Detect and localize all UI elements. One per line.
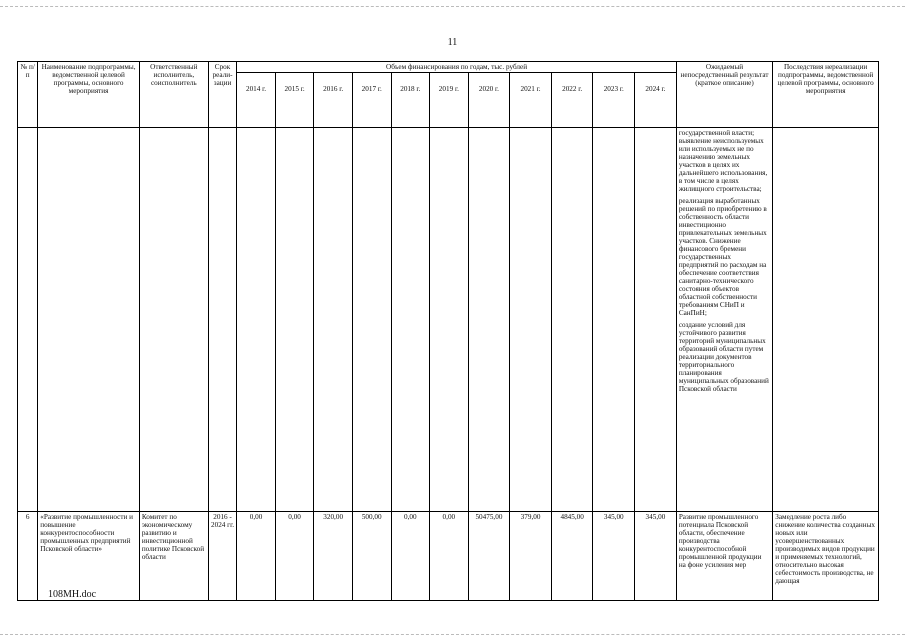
cell-empty	[551, 128, 593, 512]
header-executor: Ответственный исполнитель, соисполнитель	[139, 62, 208, 128]
result-paragraph: государственной власти; выявление неиспользуемых или используемых не по назначению земельных участков в целях их дальнейшего использования, в том числе в целях жилищного строительства;	[678, 129, 768, 193]
cell-amount: 345,00	[635, 512, 677, 601]
cell-amount: 320,00	[314, 512, 353, 601]
header-year: 2016 г.	[314, 73, 353, 128]
cell-empty	[391, 128, 430, 512]
cell-amount: 379,00	[510, 512, 552, 601]
cell-empty	[430, 128, 469, 512]
cell-empty	[38, 128, 140, 512]
cell-empty	[314, 128, 353, 512]
header-year: 2020 г.	[468, 73, 510, 128]
header-row	[18, 62, 879, 73]
cell-amount: 0,00	[275, 512, 314, 601]
scan-edge-bottom	[0, 634, 905, 635]
header-term: Срок реали-зации	[208, 62, 236, 128]
cell-empty	[208, 128, 236, 512]
header-consequences: Последствия нереализации подпрограммы, ведомственной целевой программы, основного мероприятия	[773, 62, 879, 128]
cell-empty	[18, 128, 38, 512]
cell-empty	[510, 128, 552, 512]
cell-amount: 4845,00	[551, 512, 593, 601]
page-number: 11	[447, 37, 458, 48]
header-year: 2018 г.	[391, 73, 430, 128]
cell-result	[676, 128, 772, 512]
header-year: 2021 г.	[510, 73, 552, 128]
header-year: 2024 г.	[635, 73, 677, 128]
header-funding: Объем финансирования по годам, тыс. рублей	[237, 62, 677, 73]
cell-consequences: Замедление роста либо снижение количества созданных новых или усовершенствованных производимых видов продукции и применяемых технологий, относительно высокая себестоимость производства, не дающая	[773, 512, 879, 601]
cell-empty	[237, 128, 276, 512]
header-result: Ожидаемый непосредственный результат (краткое описание)	[676, 62, 772, 128]
header-year: 2022 г.	[551, 73, 593, 128]
cell-num: 6	[18, 512, 38, 601]
footer-filename: 108МН.doc	[48, 589, 97, 600]
cell-amount: 500,00	[352, 512, 391, 601]
cell-amount: 0,00	[237, 512, 276, 601]
cell-result: Развитие промышленного потенциала Псковской области, обеспечение производства конкурентоспособной промышленной продукции на фоне усиления мер	[676, 512, 772, 601]
header-year: 2014 г.	[237, 73, 276, 128]
header-year: 2019 г.	[430, 73, 469, 128]
header-num: № п/п	[18, 62, 38, 128]
cell-empty	[635, 128, 677, 512]
cell-amount: 50475,00	[468, 512, 510, 601]
cell-empty	[593, 128, 635, 512]
cell-name: «Развитие промышленности и повышение конкурентоспособности промышленных предприятий Псковской области»	[38, 512, 140, 601]
header-year: 2023 г.	[593, 73, 635, 128]
cell-amount: 345,00	[593, 512, 635, 601]
cell-empty	[468, 128, 510, 512]
program-table	[17, 61, 879, 601]
table-row-continuation	[18, 128, 879, 512]
cell-term: 2016 - 2024 гг.	[208, 512, 236, 601]
scan-edge-top	[0, 6, 905, 7]
cell-empty	[773, 128, 879, 512]
header-year: 2015 г.	[275, 73, 314, 128]
cell-executor: Комитет по экономическому развитию и инвестиционной политике Псковской области	[139, 512, 208, 601]
header-year: 2017 г.	[352, 73, 391, 128]
result-paragraph: создание условий для устойчивого развития территорий муниципальных образований области путем реализации документов территориального планирования муниципальных образований Псковской области	[678, 321, 769, 393]
result-paragraph: реализация выработанных решений по приобретению в собственность области инвестиционно привлекательных земельных участков. Снижение финансового бремени государственных предприятий по расходам на обеспечение соответствия санитарно-технического состояния объектов областной собственности требованиям СНиП и СанПиН;	[678, 197, 767, 317]
header-name: Наименование подпрограммы, ведомственной целевой программы, основного мероприятия	[38, 62, 140, 128]
cell-empty	[139, 128, 208, 512]
cell-empty	[352, 128, 391, 512]
table-row	[18, 512, 879, 601]
cell-amount: 0,00	[391, 512, 430, 601]
cell-empty	[275, 128, 314, 512]
cell-amount: 0,00	[430, 512, 469, 601]
